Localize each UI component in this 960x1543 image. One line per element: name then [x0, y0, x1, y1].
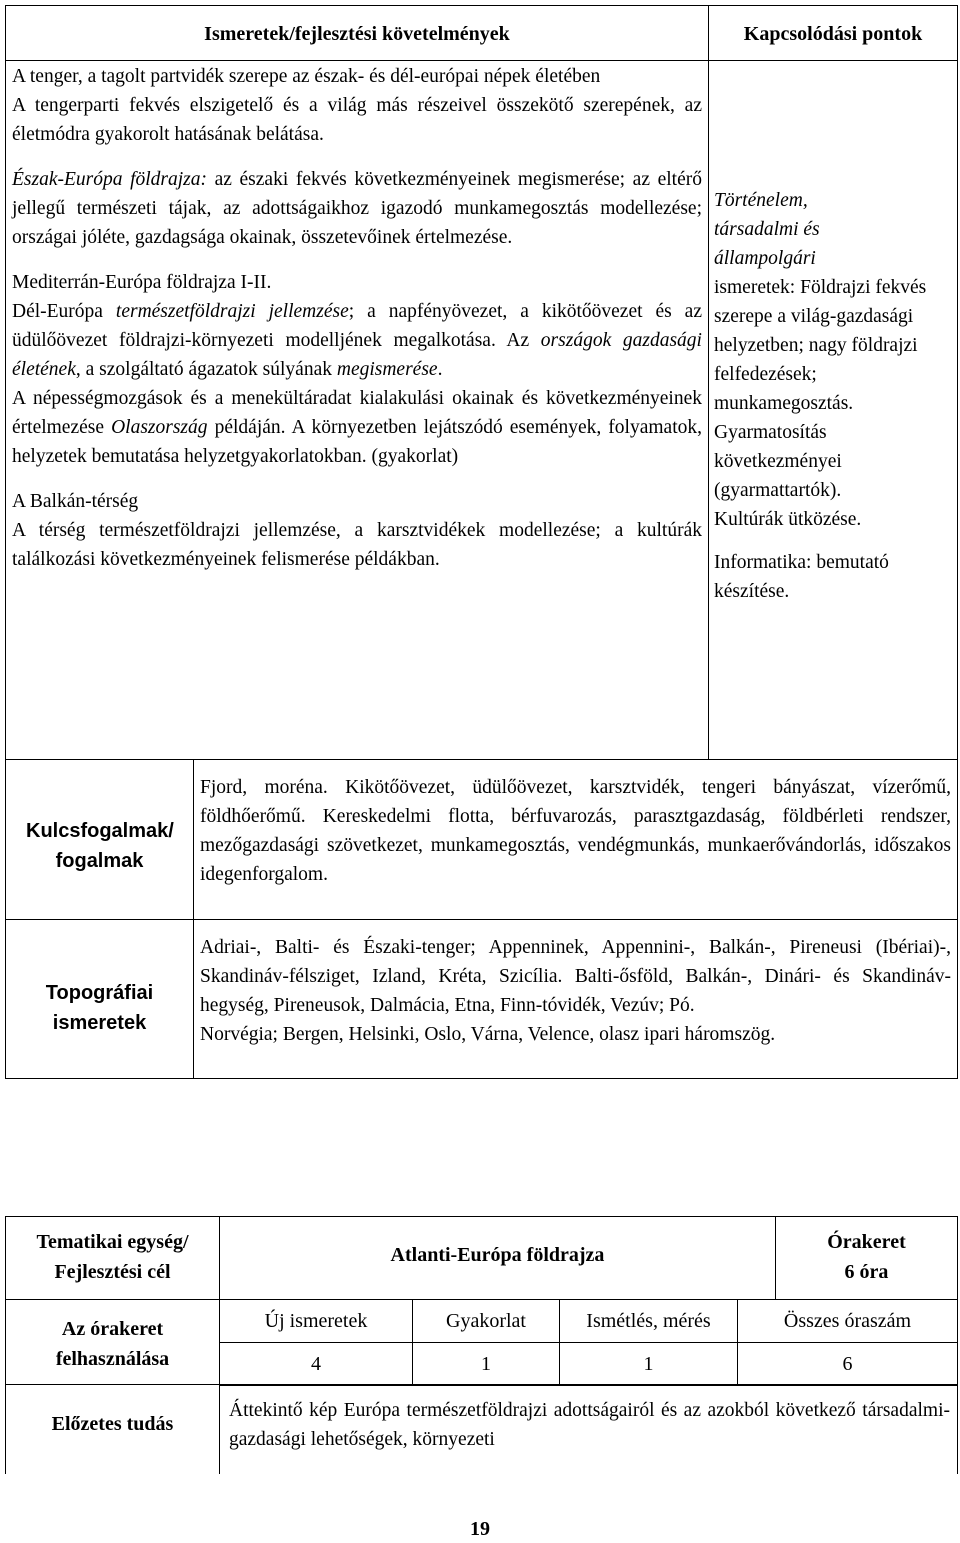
connections-text: [714, 186, 952, 606]
text-span-italic: Olaszország: [111, 417, 208, 438]
hours-cell: [775, 1216, 958, 1300]
text-span: , a szolgáltató ágazatok súlyának: [75, 359, 337, 380]
text-span: A népességmozgások és a menekültáradat kialakulási okainak és következményeinek értelmezése: [12, 388, 702, 438]
connection-informatics: Informatika: bemutató készítése.: [714, 552, 889, 602]
topography-cities: Norvégia; Bergen, Helsinki, Oslo, Várna, Velence, olasz ipari háromszög.: [200, 1024, 776, 1045]
text-span-italic: megismerése: [336, 359, 438, 380]
hours-label: Órakeret: [827, 1231, 906, 1253]
val-total: 6: [738, 1343, 958, 1386]
connection-civic: állampolgári: [714, 248, 816, 269]
north-europe-title: Észak-Európa földrajza:: [12, 169, 208, 190]
hours-breakdown: [219, 1299, 958, 1385]
prior-knowledge-cell: [219, 1384, 958, 1474]
header-connections-title: Kapcsolódási pontok: [743, 23, 923, 45]
key-concepts-label: Kulcsfogalmak/ fogalmak: [26, 820, 174, 872]
val-new-knowledge: 4: [220, 1343, 413, 1386]
col-practice: Gyakorlat: [413, 1300, 560, 1343]
unit-title-cell: [219, 1216, 776, 1300]
col-total: Összes óraszám: [738, 1300, 958, 1343]
paragraph-balkan: A térség természetföldrajzi jellemzése, a karsztvidékek modellezése; a kultúrák találkozási következményeinek felismerése példákban.: [12, 520, 702, 570]
text-span-italic: országok gazdasági életének: [12, 330, 702, 380]
topography-label: Topográfiai ismeretek: [45, 982, 154, 1034]
topography-cell: [193, 919, 958, 1079]
connection-social: társadalmi és: [714, 219, 820, 240]
text-span: .: [437, 359, 443, 380]
col-revision: Ismétlés, mérés: [560, 1300, 738, 1343]
knowledge-cell: [5, 60, 709, 760]
usage-label: Az órakeret felhasználása: [55, 1318, 170, 1370]
topography-text: [200, 933, 951, 1049]
col-new-knowledge: Új ismeretek: [220, 1300, 413, 1343]
connection-colonization: Gyarmatosítás következményei (gyarmattartók).: [714, 422, 842, 501]
unit-label-cell: [5, 1216, 220, 1300]
text-span: Dél-Európa: [12, 301, 116, 322]
balkan-title: A Balkán-térség: [12, 491, 139, 512]
header-knowledge-title: Ismeretek/fejlesztési követelmények: [204, 23, 510, 45]
mediterranean-title: Mediterrán-Európa földrajza I-II.: [12, 272, 272, 293]
usage-label-cell: [5, 1299, 220, 1385]
val-revision: 1: [560, 1343, 738, 1386]
connection-cultures: Kultúrák ütközése.: [714, 509, 862, 530]
topography-places: Adriai-, Balti- és Északi-tenger; Appenninek, Appennini-, Balkán-, Pireneusi (Ibériai)-, Skandináv-félsziget, Izland, Kréta, Szicília. Balti-ősföld, Balkán-, Dinári- és Skandináv-hegység, Pireneusok, Dalmácia, Etna, Finn-tóvidék, Vezúv; Pó.: [200, 937, 951, 1016]
table1-header-right: [708, 5, 958, 61]
text-span: példáján. A környezetben lejátszódó események, folyamatok, helyzetek bemutatása helyzetgyakorlatokban. (gyakorlat): [12, 417, 702, 467]
knowledge-text: [12, 62, 702, 574]
text-span: ; a napfényövezet, a kikötőövezet és az üdülőövezet földrajzi-környezeti modelljének megalkotása.: [12, 301, 702, 351]
table1-header-left: [5, 5, 709, 61]
paragraph-mediterranean: [12, 297, 702, 384]
prior-knowledge-label-cell: [5, 1384, 220, 1474]
paragraph-north-europe: [12, 165, 702, 252]
topography-label-cell: [5, 919, 194, 1079]
prior-knowledge-text: Áttekintő kép Európa természetföldrajzi adottságairól és az azokból következő társadalmi-gazdasági lehetőségek, környezeti: [229, 1400, 950, 1450]
text-span-italic: természetföldrajzi jellemzése: [115, 301, 349, 322]
paragraph-sea-role: A tenger, a tagolt partvidék szerepe az észak- és dél-európai népek életében: [12, 66, 601, 87]
prior-knowledge-label: Előzetes tudás: [51, 1413, 174, 1435]
connection-knowledge: ismeretek: Földrajzi fekvés szerepe a világ-gazdasági helyzetben; nagy földrajzi felfedezések; munkamegosztás.: [714, 277, 927, 414]
connection-history: Történelem,: [714, 190, 808, 211]
val-practice: 1: [413, 1343, 560, 1386]
unit-title: Atlanti-Európa földrajza: [390, 1244, 605, 1266]
key-concepts-cell: [193, 759, 958, 920]
unit-label: Tematikai egység/ Fejlesztési cél: [36, 1231, 189, 1283]
hours-breakdown-table: [219, 1299, 958, 1386]
connections-cell: [708, 60, 958, 760]
text-span: Az: [495, 330, 541, 351]
hours-value: 6 óra: [844, 1261, 889, 1283]
key-concepts-text: Fjord, moréna. Kikötőövezet, üdülőövezet, karsztvidék, tengeri bányászat, vízerőmű, földhőerőmű. Kereskedelmi flotta, bérfuvarozás, parasztgazdaság, földbérleti rendszer, mezőgazdasági szövetkezet, munkamegosztás, vendégmunkás, munkaerővándorlás, időszakos idegenforgalom.: [200, 777, 951, 885]
key-concepts-label-cell: [5, 759, 194, 920]
north-europe-text: az északi fekvés következményeinek megismerése; az eltérő jellegű természeti tájak, az adottságaikhoz igazodó munkamegosztás modellezése; országai jóléte, gazdagsága okainak, összetevőinek értelmezése.: [12, 169, 702, 248]
paragraph-migration: [12, 384, 702, 471]
paragraph-coastal-position: A tengerparti fekvés elszigetelő és a világ más részeivel összekötő szerepének, az életmódra gyakorolt hatásának belátása.: [12, 95, 702, 145]
page-number: 19: [470, 1518, 490, 1540]
